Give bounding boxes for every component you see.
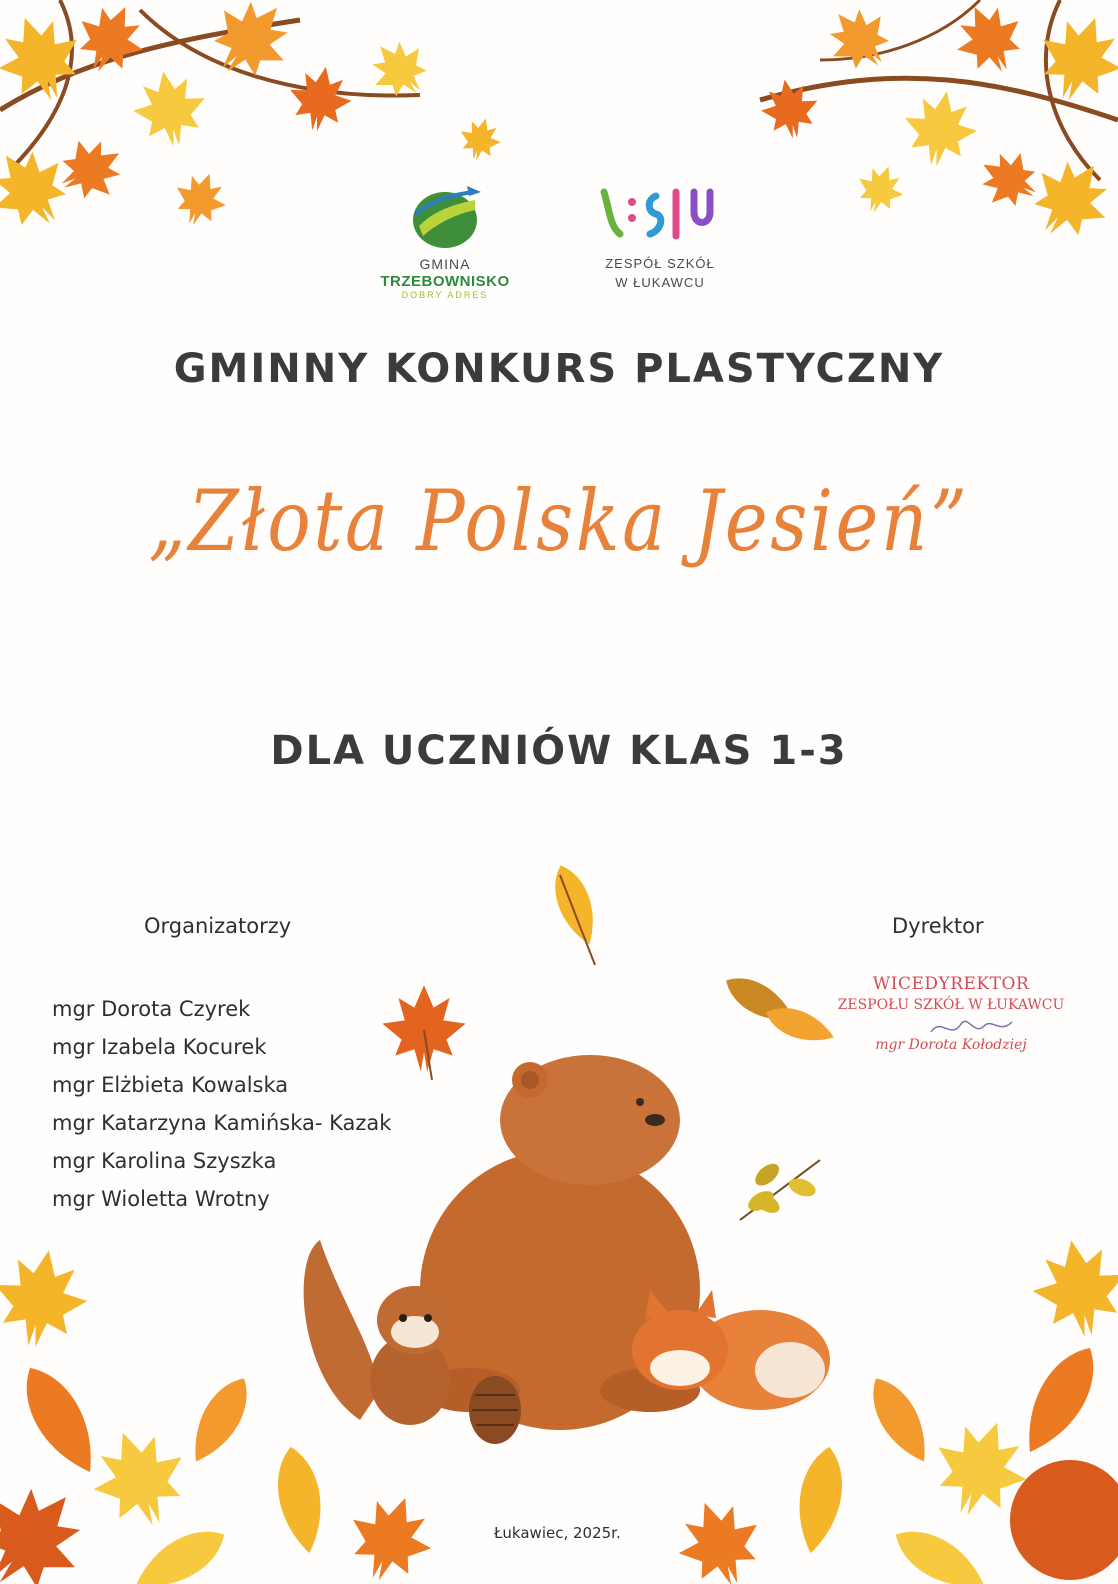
director-stamp (816, 974, 1086, 1053)
contest-title: „Złota Polska Jesień” (148, 472, 970, 570)
organizers-list (52, 990, 391, 1218)
school-emblem-icon (590, 182, 730, 250)
school-logo-line1: ZESPÓŁ SZKÓŁ (605, 256, 715, 271)
bottom-right-leaves (666, 1232, 1118, 1584)
place-date: Łukawiec, 2025r. (494, 1524, 621, 1542)
contest-heading: GMINNY KONKURS PLASTYCZNY (173, 346, 945, 392)
school-logo-line2: W ŁUKAWCU (615, 275, 705, 290)
top-right-branches (756, 0, 1118, 254)
stamp-name: mgr Dorota Kołodziej (875, 1037, 1027, 1053)
audience-subtitle: DLA UCZNIÓW KLAS 1-3 (270, 728, 848, 774)
director-heading: Dyrektor (892, 914, 984, 938)
pinecone-illustration (469, 1376, 521, 1444)
organizer-name: mgr Katarzyna Kamińska- Kazak (52, 1111, 392, 1135)
gmina-logo (355, 180, 535, 310)
stamp-school: ZESPOŁU SZKÓŁ W ŁUKAWCU (837, 997, 1065, 1013)
gmina-logo-tagline: DOBRY ADRES (401, 290, 489, 300)
stamp-title: WICEDYREKTOR (872, 974, 1030, 994)
organizer-name: mgr Izabela Kocurek (52, 1035, 267, 1059)
gmina-emblem-icon (405, 180, 485, 252)
organizer-name: mgr Wioletta Wrotny (52, 1187, 270, 1211)
gmina-logo-line2: TRZEBOWNISKO (380, 273, 510, 290)
organizer-name: mgr Elżbieta Kowalska (52, 1073, 289, 1097)
organizers-heading: Organizatorzy (144, 914, 292, 938)
signature-icon (926, 1012, 1016, 1042)
organizer-name: mgr Karolina Szyszka (52, 1149, 277, 1173)
bottom-left-leaves (0, 1242, 444, 1584)
organizer-name: mgr Dorota Czyrek (52, 997, 251, 1021)
school-logo (580, 182, 740, 312)
gmina-logo-line1: GMINA (419, 256, 471, 272)
